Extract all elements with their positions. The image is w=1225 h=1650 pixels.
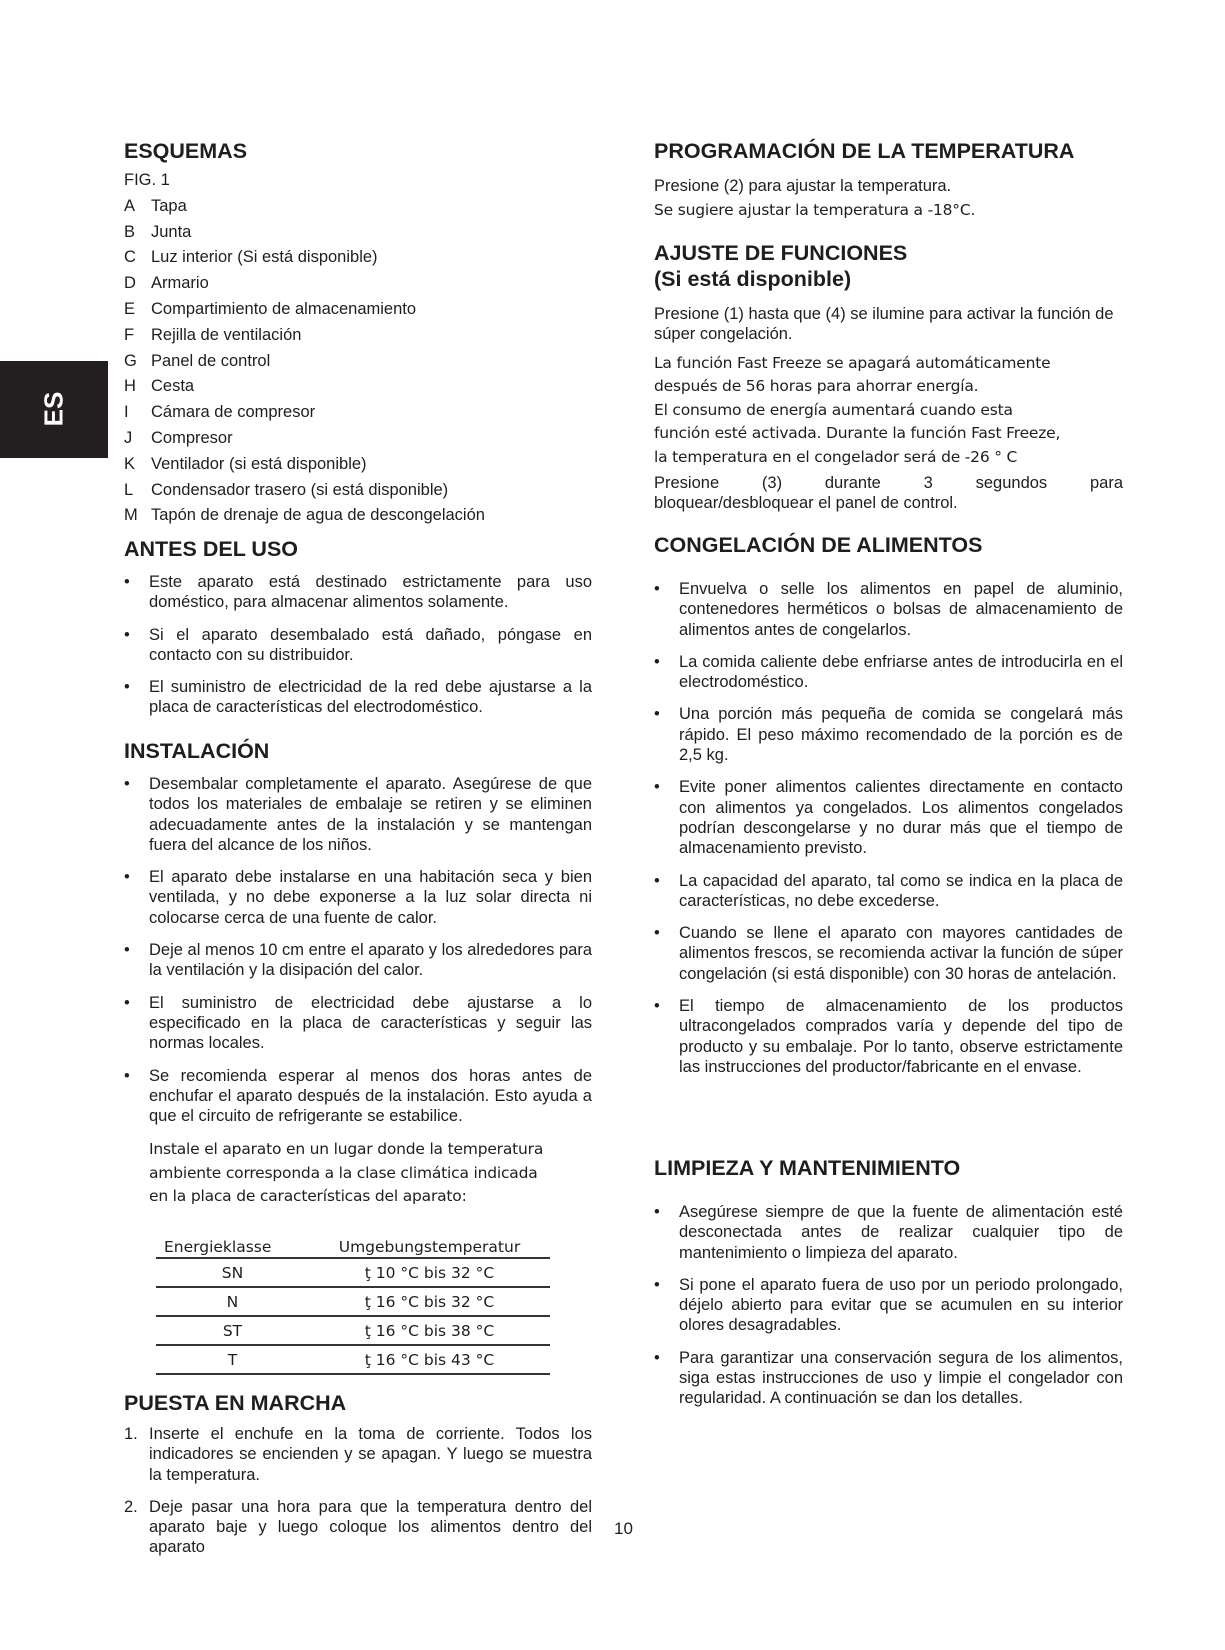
antes-section: [124, 536, 592, 730]
bullet-icon: •: [124, 941, 130, 960]
list-item: [124, 572, 592, 613]
table-cell: ST: [156, 1316, 309, 1345]
legend-text: Tapón de drenaje de agua de descongelación: [151, 506, 485, 525]
antes-list: [124, 572, 592, 718]
legend-letter: I: [124, 403, 129, 422]
table-cell: ţ 16 °C bis 32 °C: [309, 1287, 550, 1316]
legend-text: Panel de control: [151, 351, 271, 370]
bullet-icon: •: [654, 652, 660, 671]
legend-text: Cesta: [151, 377, 195, 396]
fast-freeze-line: después de 56 horas para ahorrar energía.: [654, 377, 979, 396]
list-item-text: Cuando se llene el aparato con mayores cantidades de alimentos frescos, se recomienda activar la función de súper congelación (si está disponible) con 30 horas de antelación.: [679, 924, 1123, 983]
list-item-text: El tiempo de almacenamiento de los productos ultracongelados comprados varía y depende del tipo de producto y su embalaje. Por lo tanto, observe estrictamente las instrucciones del productor/fabricante en el envase.: [679, 997, 1123, 1076]
table-cell: ţ 10 °C bis 32 °C: [309, 1258, 550, 1287]
bullet-icon: •: [124, 678, 130, 697]
bullet-icon: •: [124, 993, 130, 1012]
climate-note: [149, 1138, 599, 1209]
bullet-icon: •: [124, 625, 130, 644]
list-item-text: Si el aparato desembalado está dañado, póngase en contacto con su distribuidor.: [149, 625, 592, 664]
legend-item: [124, 452, 592, 478]
table-cell: T: [156, 1345, 309, 1374]
congelacion-list: [654, 579, 1123, 1077]
legend-text: Rejilla de ventilación: [151, 325, 302, 344]
table-row: [156, 1287, 550, 1316]
list-item: [124, 867, 592, 928]
congelacion-section: [654, 532, 1123, 1089]
legend-letter: J: [124, 428, 133, 447]
list-item: [124, 993, 592, 1054]
fast-freeze-line: función esté activada. Durante la función Fast Freeze,: [654, 424, 1061, 443]
legend-item: [124, 374, 592, 400]
legend-item: [124, 194, 592, 220]
language-tab: [0, 361, 108, 458]
legend-text: Armario: [151, 274, 209, 293]
fast-freeze-line: la temperatura en el congelador será de -26 ° C: [654, 447, 1018, 466]
legend-item: [124, 503, 592, 529]
list-item: [654, 579, 1123, 640]
legend-text: Luz interior (Si está disponible): [151, 248, 378, 267]
legend-item: [124, 426, 592, 452]
list-item: [124, 774, 592, 855]
bullet-icon: •: [124, 573, 130, 591]
bullet-icon: •: [654, 778, 660, 797]
legend-item: [124, 349, 592, 375]
list-item-text: Envuelva o selle los alimentos en papel de aluminio, contenedores herméticos o bolsas de almacenamiento de alimentos antes de congelarlos.: [679, 580, 1123, 639]
legend-text: Compresor: [151, 428, 233, 447]
bullet-icon: •: [654, 705, 660, 724]
parts-legend: [124, 194, 592, 529]
list-item-text: Si pone el aparato fuera de uso por un periodo prolongado, déjelo abierto para evitar que se acumulen en su interior olores desagradables.: [679, 1275, 1123, 1335]
list-item-text: Este aparato está destinado estrictamente para uso doméstico, para almacenar alimentos solamente.: [149, 573, 592, 612]
bullet-icon: •: [124, 868, 130, 887]
legend-item: [124, 323, 592, 349]
legend-item: [124, 400, 592, 426]
list-item-text: El suministro de electricidad debe ajustarse a lo especificado en la placa de características y seguir las normas locales.: [149, 993, 592, 1053]
section-title-congelacion: CONGELACIÓN DE ALIMENTOS: [654, 533, 983, 557]
list-item: [654, 704, 1123, 765]
list-item: [654, 777, 1123, 858]
legend-letter: L: [124, 480, 134, 499]
legend-letter: C: [124, 248, 136, 267]
bullet-icon: •: [654, 924, 660, 943]
lock-line: bloquear/desbloquear el panel de control.: [654, 493, 958, 512]
table-row: [156, 1316, 550, 1345]
list-item: [124, 1066, 592, 1127]
programacion-section: [654, 138, 1123, 223]
table-row: [156, 1258, 550, 1287]
fast-freeze-line: El consumo de energía aumentará cuando esta: [654, 400, 1013, 419]
instalacion-list: [124, 774, 592, 1126]
step-number: 2.: [124, 1497, 138, 1516]
step-text: Deje pasar una hora para que la temperatura dentro del aparato baje y luego coloque los alimentos dentro del aparato: [149, 1497, 592, 1557]
legend-item: [124, 297, 592, 323]
bullet-icon: •: [654, 1203, 660, 1221]
list-item-text: Desembalar completamente el aparato. Asegúrese de que todos los materiales de embalaje se retiren y se eliminen adecuadamente antes de la instalación y se mantengan fuera del alcance de los niños.: [149, 775, 592, 854]
section-title-programacion: PROGRAMACIÓN DE LA TEMPERATURA: [654, 139, 1075, 163]
legend-letter: E: [124, 299, 136, 318]
table-cell: N: [156, 1287, 309, 1316]
list-item-text: La capacidad del aparato, tal como se indica en la placa de características, no debe excederse.: [679, 871, 1123, 910]
bullet-icon: •: [654, 1275, 660, 1294]
legend-text: Compartimiento de almacenamiento: [151, 299, 417, 318]
step-item: [124, 1424, 592, 1485]
table-header: Umgebungstemperatur: [309, 1226, 550, 1258]
section-title-antes: ANTES DEL USO: [124, 537, 299, 561]
legend-letter: B: [124, 222, 136, 241]
list-item-text: Deje al menos 10 cm entre el aparato y los alrededores para la ventilación y la disipación del calor.: [149, 941, 592, 980]
bullet-icon: •: [124, 775, 130, 793]
climate-class-table: [156, 1226, 550, 1375]
legend-letter: A: [124, 196, 136, 215]
legend-item: [124, 478, 592, 504]
table-cell: SN: [156, 1258, 309, 1287]
list-item: [654, 1202, 1123, 1263]
list-item-text: Para garantizar una conservación segura de los alimentos, siga estas instrucciones de uso y limpie el congelador con regularidad. A continuación se dan los detalles.: [679, 1348, 1123, 1408]
table-cell: ţ 16 °C bis 43 °C: [309, 1345, 550, 1374]
legend-text: Cámara de compresor: [151, 403, 316, 422]
list-item: [654, 996, 1123, 1077]
section-title-limpieza: LIMPIEZA Y MANTENIMIENTO: [654, 1156, 961, 1180]
list-item: [124, 625, 592, 666]
legend-item: [124, 245, 592, 271]
instalacion-section: [124, 738, 592, 1138]
section-title-instalacion: INSTALACIÓN: [124, 739, 270, 763]
table-header: Energieklasse: [156, 1226, 309, 1258]
list-item-text: Se recomienda esperar al menos dos horas antes de enchufar el aparato después de la instalación. Esto ayuda a que el circuito de refrigerante se estabilice.: [149, 1066, 592, 1126]
section-subtitle-ajuste: (Si está disponible): [654, 267, 852, 291]
list-item: [654, 923, 1123, 984]
table-cell: ţ 16 °C bis 38 °C: [309, 1316, 550, 1345]
ajuste-para: Presione (1) hasta que (4) se ilumine para activar la función de súper congelación.: [654, 305, 1114, 344]
list-item-text: El suministro de electricidad de la red debe ajustarse a la placa de características del electrodoméstico.: [149, 678, 592, 717]
list-item: [654, 652, 1123, 693]
bullet-icon: •: [654, 997, 660, 1016]
list-item: [654, 1275, 1123, 1336]
programacion-line: Presione (2) para ajustar la temperatura.: [654, 177, 952, 195]
legend-item: [124, 220, 592, 246]
fast-freeze-line: La función Fast Freeze se apagará automáticamente: [654, 353, 1051, 372]
table-row: [156, 1345, 550, 1374]
section-title-puesta: PUESTA EN MARCHA: [124, 1391, 347, 1415]
climate-note-line: en la placa de características del aparato:: [149, 1187, 467, 1206]
list-item: [654, 871, 1123, 912]
climate-note-line: ambiente corresponda a la clase climática indicada: [149, 1163, 538, 1182]
legend-item: [124, 271, 592, 297]
legend-letter: F: [124, 325, 135, 344]
legend-letter: M: [124, 506, 138, 525]
legend-letter: G: [124, 351, 137, 370]
list-item-text: El aparato debe instalarse en una habitación seca y bien ventilada, y no debe exponerse a la luz solar directa ni colocarse cerca de una fuente de calor.: [149, 868, 592, 927]
legend-text: Junta: [151, 222, 192, 241]
bullet-icon: •: [654, 1348, 660, 1367]
page-number: 10: [614, 1519, 633, 1538]
bullet-icon: •: [654, 871, 660, 890]
language-tab-label: ES: [38, 391, 69, 427]
legend-letter: D: [124, 274, 136, 293]
legend-letter: K: [124, 454, 136, 473]
bullet-icon: •: [124, 1066, 130, 1085]
ajuste-section: [654, 240, 1123, 513]
legend-letter: H: [124, 377, 136, 396]
legend-text: Ventilador (si está disponible): [151, 454, 367, 473]
fig-label: FIG. 1: [124, 171, 170, 189]
section-title-esquemas: ESQUEMAS: [124, 139, 248, 163]
legend-text: Condensador trasero (si está disponible): [151, 480, 449, 499]
legend-text: Tapa: [151, 196, 187, 215]
limpieza-section: [654, 1155, 1123, 1421]
programacion-line: Se sugiere ajustar la temperatura a -18°C.: [654, 201, 976, 220]
section-title-ajuste: AJUSTE DE FUNCIONES: [654, 241, 908, 265]
list-item-text: La comida caliente debe enfriarse antes de introducirla en el electrodoméstico.: [679, 652, 1123, 692]
limpieza-list: [654, 1202, 1123, 1409]
step-number: 1.: [124, 1425, 138, 1443]
list-item: [654, 1348, 1123, 1409]
lock-line: Presione (3) durante 3 segundos para: [654, 473, 1123, 492]
list-item-text: Asegúrese siempre de que la fuente de alimentación esté desconectada antes de realizar cualquier tipo de mantenimiento o limpieza del aparato.: [679, 1203, 1123, 1262]
list-item: [124, 940, 592, 981]
list-item: [124, 677, 592, 718]
puesta-steps: [124, 1424, 592, 1558]
list-item-text: Una porción más pequeña de comida se congelará más rápido. El peso máximo recomendado de la porción es de 2,5 kg.: [679, 705, 1123, 765]
fast-freeze-note: [654, 352, 1123, 470]
puesta-section: [124, 1390, 592, 1570]
climate-note-line: Instale el aparato en un lugar donde la temperatura: [149, 1140, 544, 1158]
step-item: [124, 1497, 592, 1558]
step-text: Inserte el enchufe en la toma de corriente. Todos los indicadores se encienden y se apagan. Y luego se muestra la temperatura.: [149, 1425, 592, 1484]
list-item-text: Evite poner alimentos calientes directamente en contacto con alimentos ya congelados. Los alimentos congelados podrían descongelarse y no durar más que el tiempo de almacenamiento previsto.: [679, 778, 1123, 858]
esquemas-section: [124, 138, 592, 529]
bullet-icon: •: [654, 580, 660, 598]
